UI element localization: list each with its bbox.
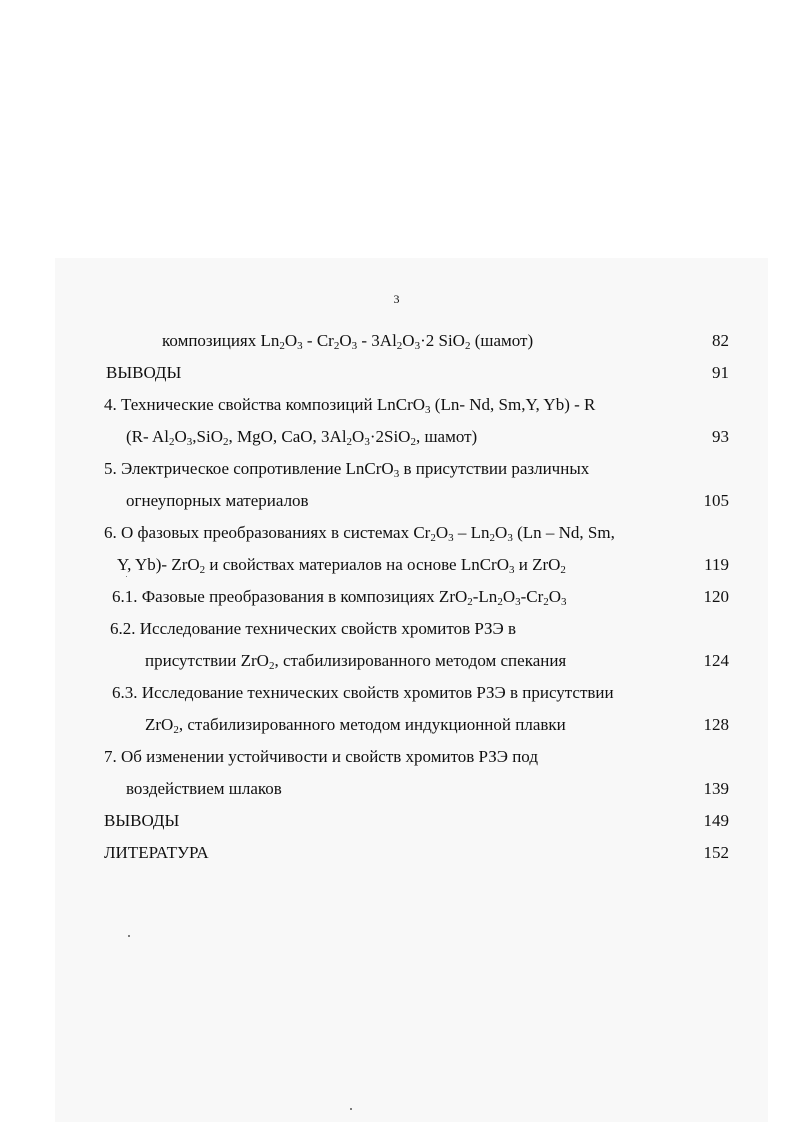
toc-entry-section-4-line2: (R- $Al_2O_3,SiO_2$, MgO, CaO, $3Al_2O_3\cdot 2SiO_2$, шамот) <box>126 427 478 448</box>
toc-entry-conclusions-2: ВЫВОДЫ <box>104 811 180 830</box>
toc-entry-section-6-2-line1: 6.2. Исследование технических свойств хромитов РЗЭ в <box>110 619 517 638</box>
toc-entry-section-4-line1: 4. Технические свойства композиций LnCrO$_3$ (Ln- Nd, Sm,Y, Yb) - R <box>104 395 596 416</box>
toc-entry-conclusions-1: ВЫВОДЫ <box>106 363 182 382</box>
toc-entry-section-7-line2: воздействием шлаков <box>126 779 282 798</box>
toc-entry-section-6-line1: 6. О фазовых преобразованиях в системах $Cr_2O_3 - Ln_2O_3$ (Ln – Nd, Sm, <box>104 523 615 544</box>
toc-page-128: 128 <box>703 715 729 734</box>
toc-entry-section-6-1: 6.1. Фазовые преобразования в композициях $ZrO_2-Ln_2O_3-Cr_2O_3$ <box>112 587 567 608</box>
toc-page-91: 91 <box>712 363 729 382</box>
toc-page-82: 82 <box>712 331 729 350</box>
scan-speck <box>350 1108 352 1110</box>
toc-entry-section-6-3-line1: 6.3. Исследование технических свойств хромитов РЗЭ в присутствии <box>112 683 614 702</box>
toc-page-119: 119 <box>704 555 729 574</box>
toc-entry-composition-line: композициях $Ln_2O_3 - Cr_2O_3 - 3Al_2O_3\cdot 2$ SiO$_2$ (шамот) <box>162 331 534 352</box>
toc-page-152: 152 <box>703 843 729 862</box>
toc-page-120: 120 <box>703 587 729 606</box>
scan-speck <box>128 935 130 937</box>
toc-entry-section-6-line2: Y, Yb)- ZrO$_2$ и свойствах материалов на основе LnCrO$_3$ и ZrO$_2$ <box>117 555 566 576</box>
page-number: 3 <box>393 292 400 306</box>
toc-page-139: 139 <box>703 779 729 798</box>
toc-page-105: 105 <box>703 491 729 510</box>
toc-entry-section-5-line2: огнеупорных материалов <box>126 491 309 510</box>
toc-entry-section-5-line1: 5. Электрическое сопротивление LnCrO$_3$ в присутствии различных <box>104 459 590 480</box>
toc-entry-section-7-line1: 7. Об изменении устойчивости и свойств хромитов РЗЭ под <box>104 747 538 766</box>
toc-entry-literature: ЛИТЕРАТУРА <box>104 843 209 862</box>
toc-entry-section-6-3-line2: ZrO$_2$, стабилизированного методом индукционной плавки <box>145 715 566 736</box>
scan-speck <box>126 576 127 577</box>
toc-entry-section-6-2-line2: присутствии ZrO$_2$, стабилизированного методом спекания <box>145 651 567 672</box>
toc-page-149: 149 <box>703 811 729 830</box>
toc-page-124: 124 <box>703 651 729 670</box>
toc-page-93: 93 <box>712 427 729 446</box>
